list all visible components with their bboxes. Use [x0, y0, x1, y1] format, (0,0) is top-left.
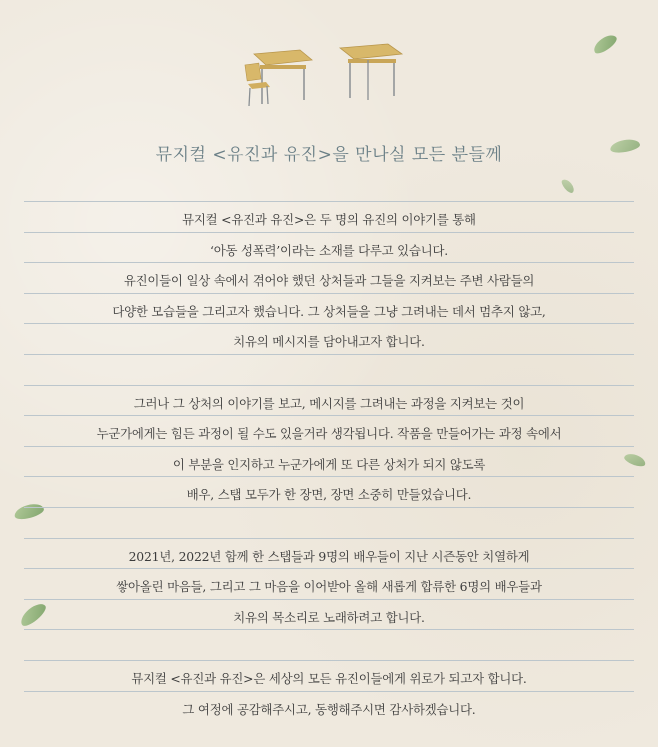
ruled-line	[24, 232, 634, 233]
ruled-line	[24, 538, 634, 539]
paragraph-line: 누군가에게는 힘든 과정이 될 수도 있을거라 생각됩니다. 작품을 만들어가는 과정 속에서	[96, 426, 562, 442]
ruled-line	[24, 385, 634, 386]
paragraph-line: 뮤지컬 <유진과 유진>은 두 명의 유진의 이야기를 통해	[182, 212, 476, 227]
school-desks-illustration	[240, 38, 420, 110]
paragraph-line: 배우, 스탭 모두가 한 장면, 장면 소중히 만들었습니다.	[186, 487, 472, 503]
ruled-line	[24, 415, 634, 416]
ruled-line	[24, 507, 634, 508]
ruled-line	[24, 262, 634, 263]
paragraph-line: 2021년, 2022년 함께 한 스탭들과 9명의 배우들이 지난 시즌동안 치열하게	[128, 548, 530, 564]
paragraph-line: 치유의 목소리로 노래하려고 합니다.	[233, 609, 425, 625]
ruled-line	[24, 629, 634, 630]
page-title: 뮤지컬 <유진과 유진>을 만나실 모든 분들께	[155, 145, 503, 165]
paragraph-line: 뮤지컬 <유진과 유진>은 세상의 모든 유진이들에게 위로가 되고자 합니다.	[131, 671, 527, 686]
paragraph-line: 치유의 메시지를 담아내고자 합니다.	[233, 334, 425, 350]
paragraph-line: 이 부분을 인지하고 누군가에게 또 다른 상처가 되지 않도록	[172, 456, 486, 472]
paragraph-line: 그러나 그 상처의 이야기를 보고, 메시지를 그려내는 과정을 지켜보는 것이	[133, 395, 525, 411]
ruled-line	[24, 446, 634, 447]
ruled-line	[24, 660, 634, 661]
ruled-line	[24, 293, 634, 294]
ruled-line	[24, 599, 634, 600]
paragraph-line: 쌓아올린 마음들, 그리고 그 마음을 이어받아 올해 새롭게 합류한 6명의 배우들과	[116, 579, 542, 595]
ruled-line	[24, 354, 634, 355]
ruled-line	[24, 201, 634, 202]
ruled-line	[24, 476, 634, 477]
paragraph-line: ‘아동 성폭력’이라는 소재를 다루고 있습니다.	[209, 242, 449, 258]
paragraph-line: 다양한 모습들을 그리고자 했습니다. 그 상처들을 그냥 그려내는 데서 멈추지 않고,	[112, 303, 546, 319]
ruled-line	[24, 323, 634, 324]
ruled-line	[24, 691, 634, 692]
paragraph-line: 유진이들이 일상 속에서 겪어야 했던 상처들과 그들을 지켜보는 주변 사람들의	[123, 273, 535, 289]
ruled-line	[24, 568, 634, 569]
paragraph-line: 그 여정에 공감해주시고, 동행해주시면 감사하겠습니다.	[182, 701, 476, 717]
